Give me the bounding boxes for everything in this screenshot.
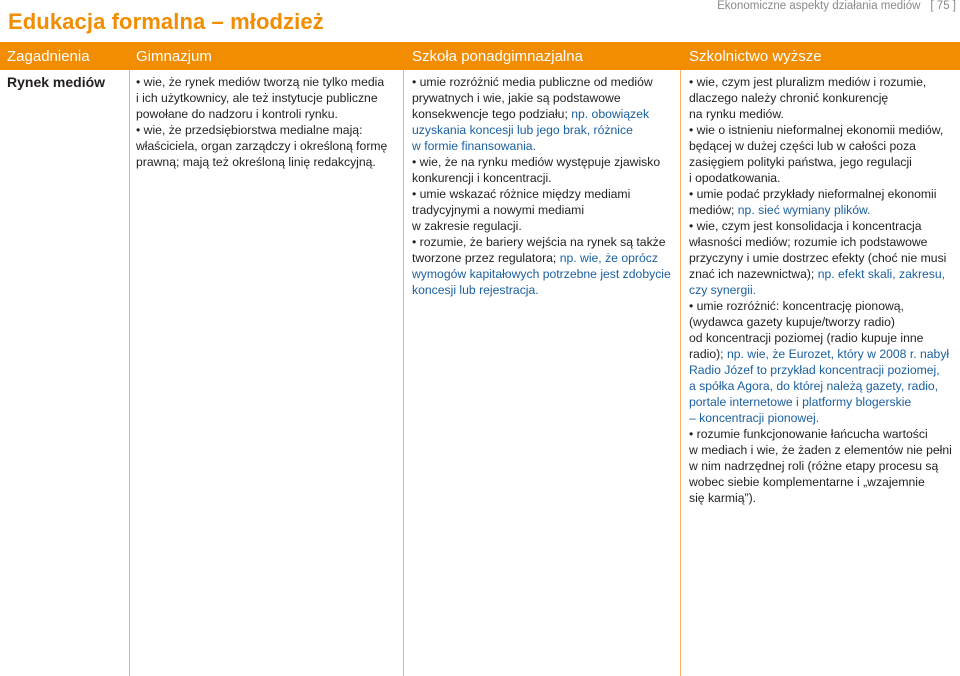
example-text: np. sieć wymiany plików. [737, 203, 871, 217]
column-divider [129, 70, 130, 676]
cell-line: właściciela, organ zarządczy i określoną formę [136, 139, 388, 153]
cell-line: • rozumie funkcjonowanie łańcucha wartości [689, 427, 928, 441]
cell-text: konsekwencje tego podziału; [412, 107, 572, 121]
cell-line [412, 106, 676, 122]
cell-line: przyczyny i umie dostrzec efekty (choć nie musi [689, 251, 947, 265]
cell-line: konkurencji i koncentracji. [412, 171, 552, 185]
header-gimnazjum: Gimnazjum [136, 48, 212, 65]
example-line: uzyskania koncesji lub jego brak, różnice [412, 123, 633, 137]
cell-line: prywatnych i wie, jakie są podstawowe [412, 91, 621, 105]
cell-line [689, 266, 957, 282]
cell-line: • wie, że przedsiębiorstwa medialne mają: [136, 123, 363, 137]
header-wyzsze: Szkolnictwo wyższe [689, 48, 822, 65]
cell-line: i opodatkowania. [689, 171, 781, 185]
cell-wyzsze [689, 74, 957, 506]
example-line: Radio Józef to przykład koncentracji poziomej, [689, 363, 940, 377]
cell-line: • umie rozróżnić: koncentrację pionową, [689, 299, 904, 313]
cell-text: radio); [689, 347, 727, 361]
column-divider [403, 70, 404, 676]
cell-line: wobec siebie komplementarne i „wzajemnie [689, 475, 925, 489]
cell-line: • wie, że na rynku mediów występuje zjawisko [412, 155, 661, 169]
cell-text: znać ich nazewnictwa); [689, 267, 818, 281]
cell-line [689, 202, 957, 218]
cell-line: • wie, czym jest pluralizm mediów i rozumie, [689, 75, 927, 89]
cell-line [689, 346, 957, 362]
running-header [717, 0, 956, 12]
cell-gimnazjum [136, 74, 398, 170]
cell-line: zasięgiem polityki państwa, jego regulacji [689, 155, 912, 169]
cell-line: • wie, że rynek mediów tworzą nie tylko media [136, 75, 385, 89]
cell-line: • umie wskazać różnice między mediami [412, 187, 631, 201]
cell-line: dlaczego należy chronić konkurencję [689, 91, 889, 105]
cell-text: tworzone przez regulatora; [412, 251, 560, 265]
example-line: koncesji lub rejestracja. [412, 283, 539, 297]
example-text: np. obowiązek [571, 107, 650, 121]
cell-line: od koncentracji poziomej (radio kupuje inne [689, 331, 924, 345]
cell-line: prawną; mają też określoną linię redakcyjną. [136, 155, 376, 169]
cell-line: w nim nadrzędnej roli (różne etapy procesu są [689, 459, 939, 473]
column-divider [680, 70, 681, 676]
cell-line: i ich użytkownicy, ale też instytucje publiczne [136, 91, 378, 105]
example-line: a spółka Agora, do której należą gazety, radio, [689, 379, 939, 393]
example-text: np. efekt skali, zakresu, [817, 267, 946, 281]
cell-line: na rynku mediów. [689, 107, 784, 121]
cell-line: w zakresie regulacji. [412, 219, 522, 233]
header-zagadnienia: Zagadnienia [7, 48, 90, 65]
example-line: portale internetowe i platformy blogerskie [689, 395, 912, 409]
cell-line: własności mediów; rozumie ich podstawowe [689, 235, 928, 249]
example-line: – koncentracji pionowej. [689, 411, 820, 425]
cell-line: powołane do nadzoru i kontroli rynku. [136, 107, 338, 121]
row-label: Rynek mediów [7, 74, 106, 90]
cell-line: • wie, czym jest konsolidacja i koncentracja [689, 219, 922, 233]
example-text: np. wie, że oprócz [559, 251, 658, 265]
example-line: wymogów kapitałowych potrzebne jest zdobycie [412, 267, 671, 281]
example-text: np. wie, że Eurozet, który w 2008 r. nabył [726, 347, 950, 361]
page-title: Edukacja formalna – młodzież [8, 9, 324, 34]
cell-ponadgimnazjalna [412, 74, 676, 298]
cell-line: • umie podać przykłady nieformalnej ekonomii [689, 187, 937, 201]
cell-line: będącej w dużej części lub w całości poza [689, 139, 916, 153]
cell-line: się karmią”). [689, 491, 757, 505]
page-number: [ 75 ] [930, 0, 956, 12]
cell-text: mediów; [689, 203, 738, 217]
cell-line: tradycyjnymi a nowymi mediami [412, 203, 585, 217]
table-header-band [0, 42, 960, 70]
cell-line: w mediach i wie, że żaden z elementów nie pełni [689, 443, 952, 457]
cell-line: • wie o istnieniu nieformalnej ekonomii mediów, [689, 123, 944, 137]
cell-line [412, 250, 676, 266]
header-ponadgimnazjalna: Szkoła ponadgimnazjalna [412, 48, 583, 65]
example-line: w formie finansowania. [412, 139, 536, 153]
example-line: czy synergii. [689, 283, 757, 297]
cell-line: • umie rozróżnić media publiczne od mediów [412, 75, 653, 89]
running-header-title: Ekonomiczne aspekty działania mediów [717, 0, 921, 12]
cell-line: (wydawca gazety kupuje/tworzy radio) [689, 315, 895, 329]
cell-line: • rozumie, że bariery wejścia na rynek są także [412, 235, 666, 249]
